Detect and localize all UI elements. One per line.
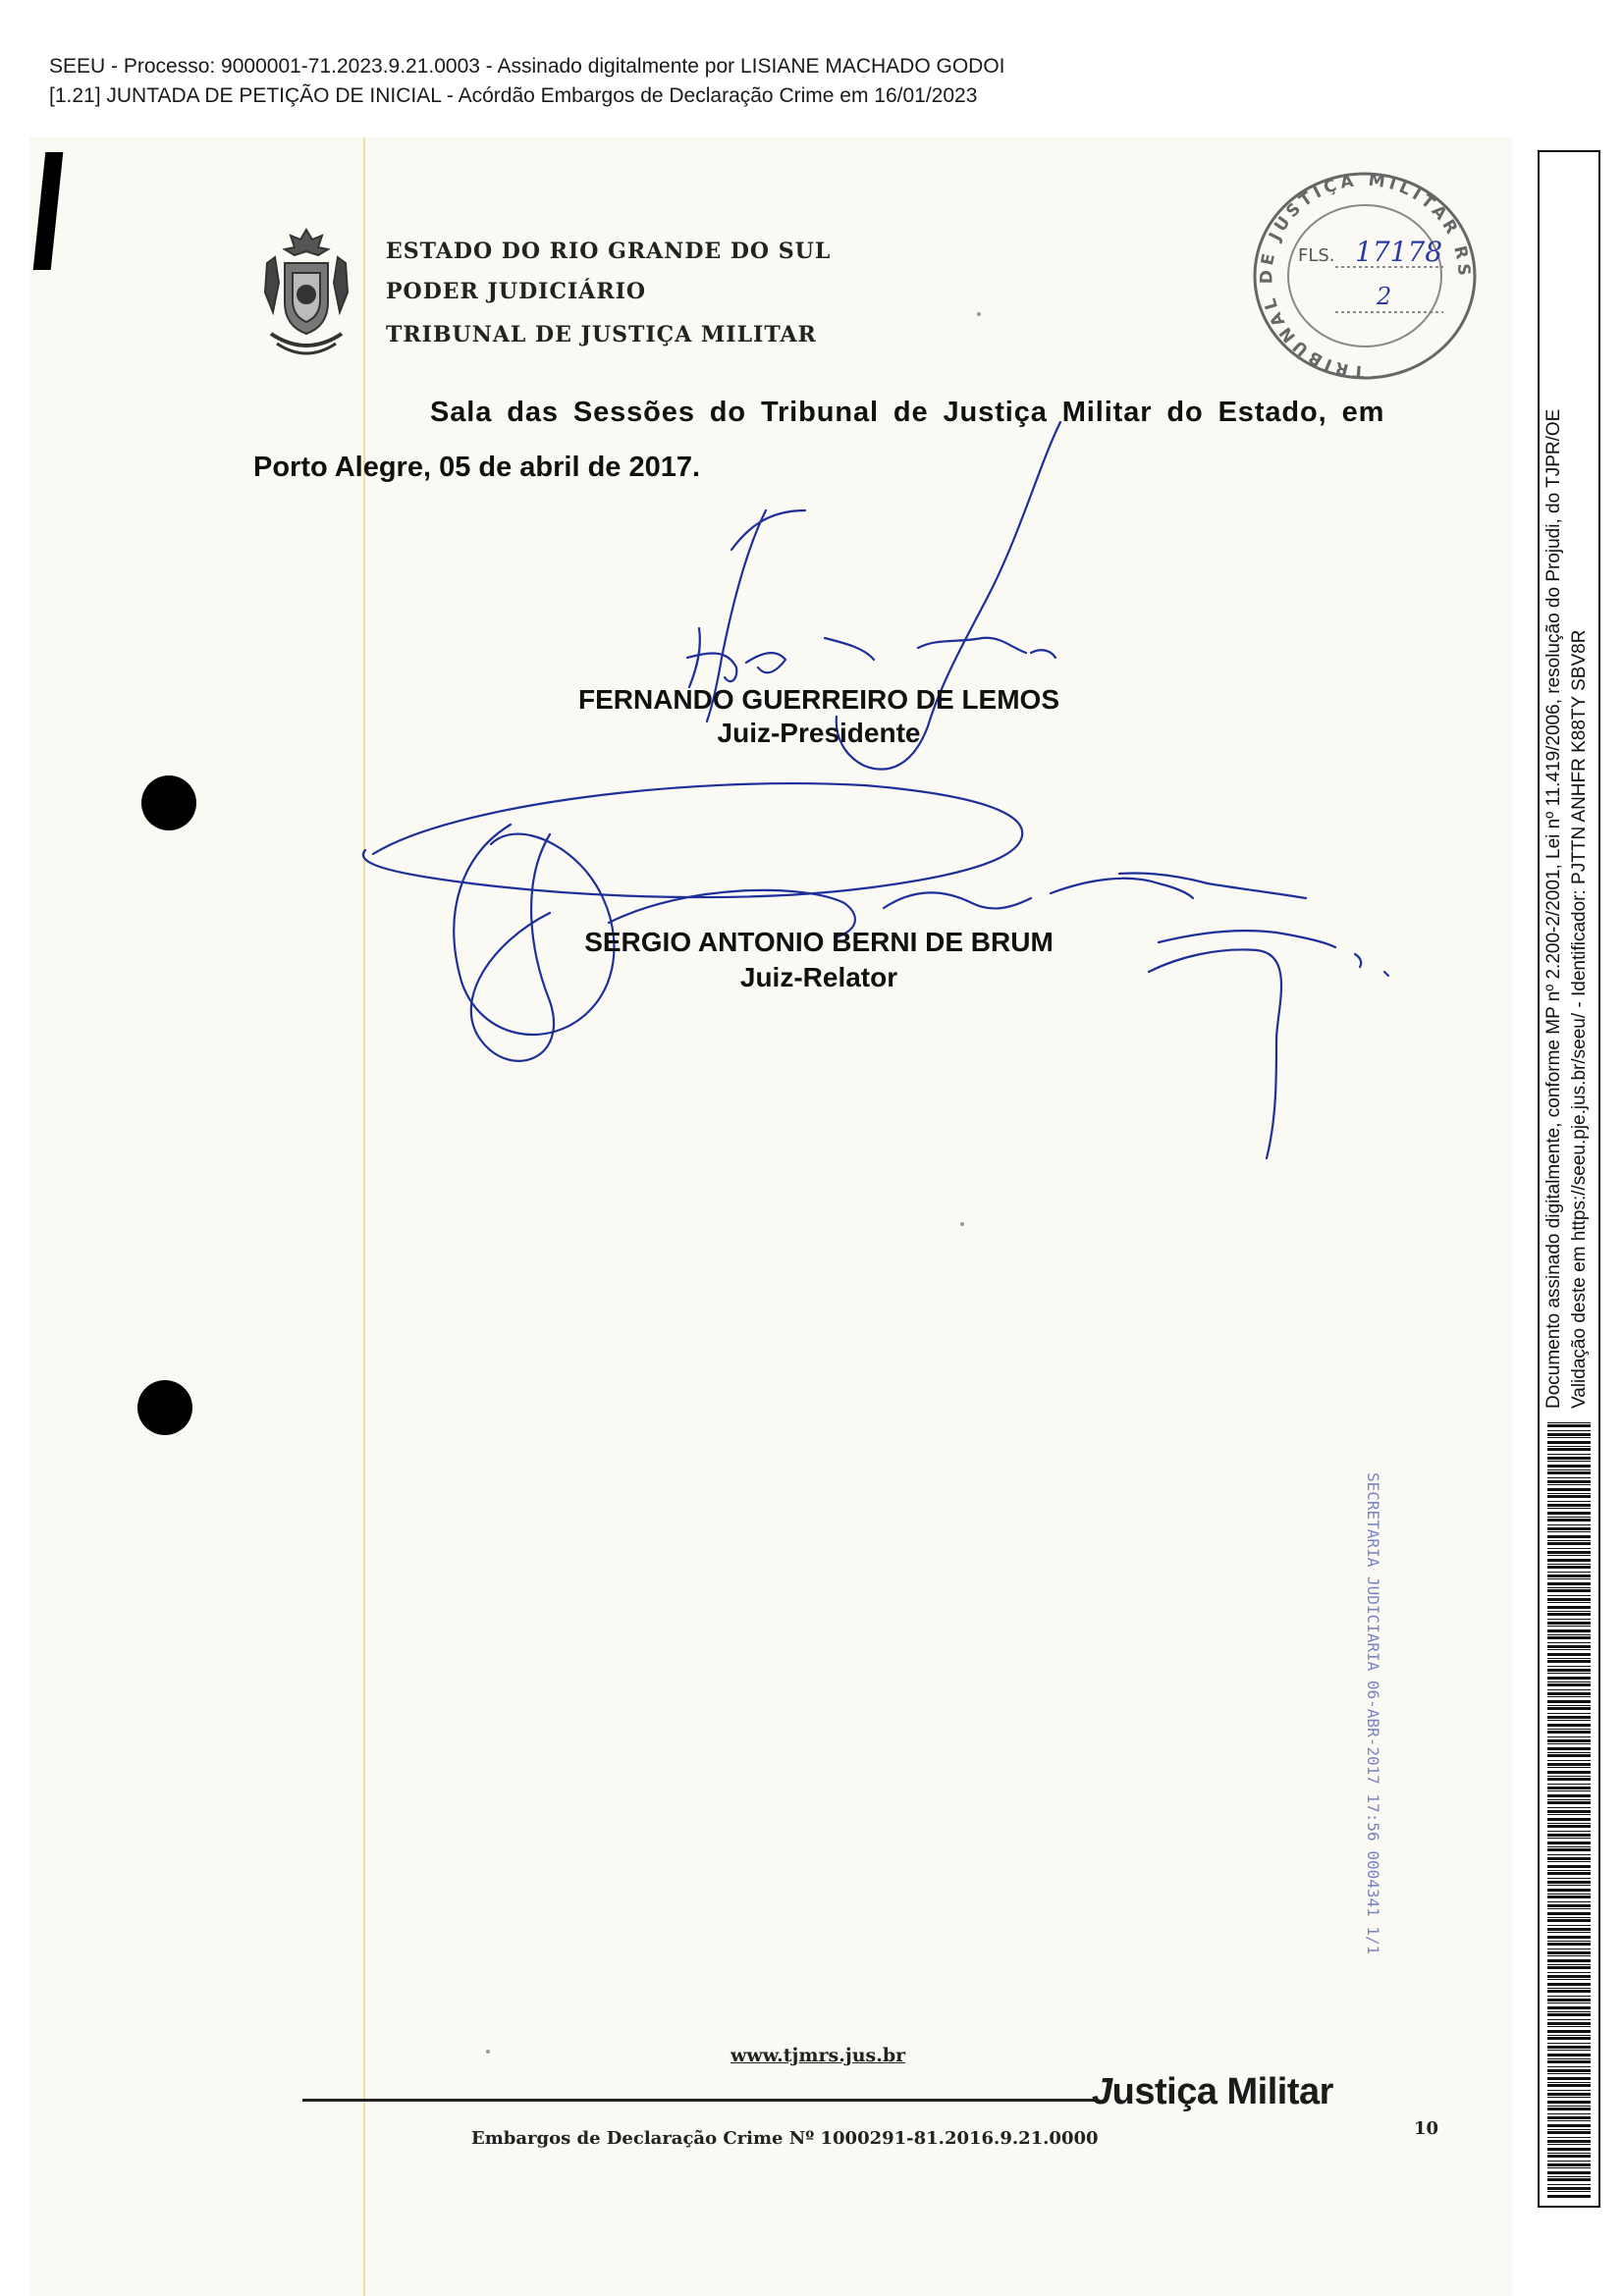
barcode-bar [1547, 1495, 1591, 1498]
barcode-bar [1547, 2187, 1591, 2190]
barcode-bar [1547, 1848, 1591, 1851]
folio-stamp [1247, 165, 1483, 391]
barcode-bar [1547, 1564, 1591, 1565]
signer-name-presidente: FERNANDO GUERREIRO DE LEMOS [577, 684, 1060, 715]
barcode-bar [1547, 2163, 1591, 2166]
barcode-bar [1547, 2069, 1591, 2072]
barcode-bar [1547, 1645, 1591, 1648]
barcode-bar [1547, 2191, 1591, 2192]
barcode-bar [1547, 1917, 1591, 1918]
barcode-bar [1547, 1861, 1591, 1862]
barcode-bar [1547, 1846, 1591, 1847]
barcode-bar [1547, 1964, 1591, 1965]
barcode-bar [1547, 1658, 1591, 1659]
barcode-bar [1547, 1433, 1591, 1436]
barcode-bar [1547, 1602, 1591, 1603]
validation-text-line2: Validação deste em https://seeu.pje.jus.br/seeu/ - Identificador: PJTTN ANHFR K88TY SBV8R [1569, 629, 1590, 1409]
barcode-bar [1547, 1842, 1591, 1844]
barcode-bar [1547, 1854, 1591, 1855]
barcode-bar [1547, 1700, 1591, 1703]
barcode-bar [1547, 1504, 1591, 1507]
barcode-bar [1547, 1754, 1591, 1757]
barcode-bar [1547, 1517, 1591, 1518]
barcode-bar [1547, 2101, 1591, 2104]
barcode-bar [1547, 2090, 1591, 2091]
barcode-bar [1547, 2097, 1591, 2098]
barcode-bar [1547, 1716, 1591, 1719]
barcode-bar [1547, 1810, 1591, 1813]
barcode-bar [1547, 1966, 1591, 1969]
barcode-bar [1547, 2116, 1591, 2119]
barcode-bar [1547, 1776, 1591, 1777]
barcode-bar [1547, 1936, 1591, 1939]
barcode-bar [1547, 1838, 1591, 1839]
punch-hole [141, 775, 196, 830]
barcode-bar [1547, 2120, 1591, 2121]
barcode-bar [1547, 1653, 1591, 1656]
barcode-bar [1547, 1912, 1591, 1915]
barcode-bar [1547, 1787, 1591, 1789]
barcode-bar [1547, 1677, 1591, 1680]
barcode-bar [1547, 1743, 1591, 1744]
barcode-bar [1547, 1872, 1591, 1875]
barcode-bar [1547, 1535, 1591, 1538]
barcode-bar [1547, 1889, 1591, 1892]
barcode-bar [1547, 2129, 1591, 2130]
barcode-bar [1547, 1801, 1591, 1804]
barcode-bar [1547, 1519, 1591, 1522]
barcode-bar [1547, 1943, 1591, 1946]
barcode-bar [1547, 1818, 1591, 1821]
barcode-bar [1547, 1501, 1591, 1502]
barcode-bar [1547, 2084, 1591, 2087]
barcode-bar [1547, 1763, 1591, 1766]
barcode-bar [1547, 1673, 1591, 1674]
validation-strip [1538, 150, 1600, 2208]
barcode-bar [1547, 2178, 1591, 2181]
barcode-bar [1547, 1649, 1591, 1650]
barcode-bar [1547, 1512, 1591, 1515]
barcode-bar [1547, 2124, 1591, 2127]
barcode-bar [1547, 2161, 1591, 2162]
header-line-process: SEEU - Processo: 9000001-71.2023.9.21.0003 - Assinado digitalmente por LISIANE MACHADO GODOI [49, 55, 1005, 78]
barcode-bar [1547, 1548, 1591, 1549]
barcode-bar [1547, 2137, 1591, 2138]
barcode-bar [1547, 2155, 1591, 2158]
barcode-bar [1547, 1589, 1591, 1592]
barcode-bar [1547, 1477, 1591, 1478]
barcode-bar [1547, 2106, 1591, 2107]
barcode-bar [1547, 2019, 1591, 2020]
barcode-bar [1547, 1831, 1591, 1832]
barcode-bar [1547, 1999, 1591, 2002]
barcode-bar [1547, 1551, 1591, 1554]
barcode-bar [1547, 1990, 1591, 1993]
barcode-bar [1547, 1908, 1591, 1909]
barcode-bar [1547, 1566, 1591, 1569]
barcode-bar [1547, 1422, 1591, 1423]
barcode-bar [1547, 1626, 1591, 1627]
barcode-bar [1547, 1669, 1591, 1672]
barcode-bar [1547, 1622, 1591, 1625]
barcode-bar [1547, 2073, 1591, 2074]
barcode-bar [1547, 1736, 1591, 1737]
barcode-bar [1547, 1870, 1591, 1871]
barcode-bar [1547, 2006, 1591, 2009]
brand-logo-initial: J [1092, 2071, 1112, 2112]
barcode-bar [1547, 1666, 1591, 1667]
barcode-bar [1547, 1595, 1591, 1596]
barcode-bar [1547, 2060, 1591, 2063]
barcode-bar [1547, 2026, 1591, 2027]
barcode-bar [1547, 1747, 1591, 1750]
barcode-bar [1547, 1834, 1591, 1837]
barcode-bar [1547, 2108, 1591, 2110]
barcode-bar [1547, 1430, 1591, 1431]
barcode-bar [1547, 1524, 1591, 1525]
barcode-bar [1547, 1575, 1591, 1577]
barcode-bar [1547, 1454, 1591, 1455]
session-date-line: Porto Alegre, 05 de abril de 2017. [253, 452, 701, 483]
barcode-bar [1547, 1784, 1591, 1785]
barcode-bar [1547, 2148, 1591, 2151]
barcode-bar [1547, 1692, 1591, 1695]
barcode-bar [1547, 2037, 1591, 2040]
barcode-bar [1547, 2043, 1591, 2044]
header-line-document: [1.21] JUNTADA DE PETIÇÃO DE INICIAL - Acórdão Embargos de Declaração Crime em 16/01/2023 [49, 84, 978, 107]
stamp-ring-text: TRIBUNAL DE JUSTIÇA MILITAR RS [1257, 170, 1474, 382]
barcode-bar [1547, 1988, 1591, 1989]
barcode-bar [1547, 1857, 1591, 1860]
signer-name-relator: SERGIO ANTONIO BERNI DE BRUM [584, 927, 1054, 957]
barcode-bar [1547, 1881, 1591, 1884]
barcode-bar [1547, 1799, 1591, 1800]
barcode-bar [1547, 1996, 1591, 1997]
barcode-bar [1547, 2030, 1591, 2033]
barcode-bar [1547, 2131, 1591, 2134]
scanned-page [29, 137, 1512, 2296]
barcode-bar [1547, 1527, 1591, 1530]
barcode-bar [1547, 1683, 1591, 1686]
page-number: 10 [1414, 2118, 1439, 2139]
barcode-bar [1547, 1724, 1591, 1727]
barcode-bar [1547, 1823, 1591, 1824]
barcode-bar [1547, 2046, 1591, 2049]
letterhead-state: ESTADO DO RIO GRANDE DO SUL [386, 239, 832, 264]
barcode-bar [1547, 1619, 1591, 1620]
barcode-bar [1547, 1760, 1591, 1761]
stamp-folio-label: FLS. [1298, 245, 1335, 266]
stamp-folio-value: 17178 [1355, 236, 1443, 268]
validation-text-line1: Documento assinado digitalmente, conforme MP nº 2.200-2/2001, Lei nº 11.419/2006, resolução do Projudi, do TJPR/OE [1543, 408, 1564, 1409]
barcode-bar [1547, 2066, 1591, 2067]
barcode-bar [1547, 1919, 1591, 1922]
stamp-folio-sub: 2 [1377, 283, 1392, 310]
barcode-bar [1547, 1955, 1591, 1956]
barcode-bar [1547, 1932, 1591, 1933]
barcode-bar [1547, 1424, 1591, 1427]
barcode-bar [1547, 2176, 1591, 2177]
barcode-bar [1547, 1689, 1591, 1690]
barcode-bar [1547, 1634, 1591, 1635]
barcode-bar [1547, 1611, 1591, 1612]
barcode-bar [1547, 1484, 1591, 1485]
barcode-bar [1547, 2058, 1591, 2059]
barcode-bar [1547, 1582, 1591, 1585]
barcode-bar [1547, 1629, 1591, 1632]
brand-logo [1092, 2071, 1333, 2113]
barcode-bar [1547, 1471, 1591, 1474]
barcode-bar [1547, 1572, 1591, 1573]
barcode-bar [1547, 1587, 1591, 1588]
barcode-bar [1547, 2022, 1591, 2025]
barcode-bar [1547, 1696, 1591, 1697]
barcode-bar [1547, 1729, 1591, 1730]
barcode-bar [1547, 2093, 1591, 2096]
barcode-bar [1547, 1904, 1591, 1907]
barcode-bar [1547, 1705, 1591, 1706]
barcode-bar [1547, 1441, 1591, 1444]
case-number: Embargos de Declaração Crime Nº 1000291-81.2016.9.21.0000 [471, 2128, 1099, 2149]
barcode-bar [1547, 1493, 1591, 1494]
barcode-bar [1547, 1752, 1591, 1753]
barcode-bar [1547, 2144, 1591, 2145]
barcode-bar [1547, 1972, 1591, 1973]
barcode-bar [1547, 2171, 1591, 2174]
barcode-bar [1547, 1720, 1591, 1721]
footer-website: www.tjmrs.jus.br [730, 2045, 906, 2066]
barcode-bar [1547, 2035, 1591, 2036]
letterhead-judiciary: PODER JUDICIÁRIO [386, 279, 647, 304]
barcode-bar [1547, 2050, 1591, 2051]
barcode-bar [1547, 1814, 1591, 1815]
barcode-bar [1547, 2054, 1591, 2056]
barcode-bar [1547, 1488, 1591, 1491]
barcode-bar [1547, 1807, 1591, 1808]
punch-hole [137, 1380, 192, 1435]
barcode-bar [1547, 2167, 1591, 2168]
barcode-bar [1547, 2077, 1591, 2080]
barcode-bar [1547, 1542, 1591, 1545]
barcode-bar [1547, 2140, 1591, 2143]
barcode-bar [1547, 1660, 1591, 1663]
barcode-bar [1547, 1642, 1591, 1643]
barcode-bar [1547, 1825, 1591, 1828]
barcode-bar [1547, 1437, 1591, 1438]
barcode-bar [1547, 1794, 1591, 1797]
barcode-bar [1547, 2153, 1591, 2154]
barcode-bar [1547, 1941, 1591, 1942]
barcode-bar [1547, 1480, 1591, 1483]
barcode-bar [1547, 1465, 1591, 1468]
signer-role-presidente: Juiz-Presidente [717, 718, 921, 748]
barcode-bar [1547, 1731, 1591, 1734]
barcode-bar [1547, 1469, 1591, 1470]
barcode-bar [1547, 1979, 1591, 1980]
barcode-bar [1547, 1540, 1591, 1541]
barcode-bar [1547, 1925, 1591, 1926]
barcode-bar [1547, 1578, 1591, 1579]
brand-logo-text: ustiça Militar [1111, 2071, 1333, 2112]
barcode-bar [1547, 2184, 1591, 2185]
barcode-bar [1547, 2011, 1591, 2012]
barcode-bar [1547, 1555, 1591, 1556]
barcode-bar [1547, 1896, 1591, 1898]
barcode-bar [1547, 1790, 1591, 1791]
barcode-bar [1547, 1885, 1591, 1886]
barcode-bar [1547, 1767, 1591, 1768]
barcode-bar [1547, 1739, 1591, 1742]
barcode-bar [1547, 2195, 1591, 2198]
barcode-bar [1547, 1901, 1591, 1902]
barcode-bar [1547, 1461, 1591, 1462]
signer-role-relator: Juiz-Relator [739, 962, 898, 992]
barcode-bar [1547, 2013, 1591, 2016]
footer-rule [302, 2099, 1098, 2102]
barcode-bar [1547, 2082, 1591, 2083]
barcode-bar [1547, 1457, 1591, 1460]
barcode-bar [1547, 1975, 1591, 1978]
barcode-bar [1547, 1559, 1591, 1562]
protocol-stamp: SECRETARIA JUDICIARIA 06-ABR-2017 17:56 0004341 1/1 [1364, 1472, 1382, 1955]
barcode-bar [1547, 1636, 1591, 1639]
barcode-icon [1540, 1418, 1598, 2204]
barcode-bar [1547, 1983, 1591, 1986]
barcode-bar [1547, 1448, 1591, 1451]
barcode-bar [1547, 1778, 1591, 1781]
barcode-bar [1547, 2113, 1591, 2114]
barcode-bar [1547, 1959, 1591, 1962]
barcode-bar [1547, 1771, 1591, 1774]
barcode-bar [1547, 1707, 1591, 1710]
barcode-bar [1547, 2002, 1591, 2003]
barcode-bar [1547, 1531, 1591, 1532]
barcode-bar [1547, 1928, 1591, 1931]
coat-of-arms-icon [257, 224, 355, 363]
barcode-bar [1547, 1878, 1591, 1879]
barcode-bar [1547, 1446, 1591, 1447]
barcode-bar [1547, 1865, 1591, 1868]
barcode-bar [1547, 1894, 1591, 1895]
barcode-bar [1547, 1606, 1591, 1609]
session-line: Sala das Sessões do Tribunal de Justiça Militar do Estado, em [430, 397, 1385, 428]
barcode-bar [1547, 1713, 1591, 1714]
barcode-bar [1547, 1598, 1591, 1601]
barcode-bar [1547, 1951, 1591, 1954]
barcode-bar [1547, 1613, 1591, 1616]
letterhead-court: TRIBUNAL DE JUSTIÇA MILITAR [386, 322, 817, 347]
barcode-bar [1547, 1508, 1591, 1509]
